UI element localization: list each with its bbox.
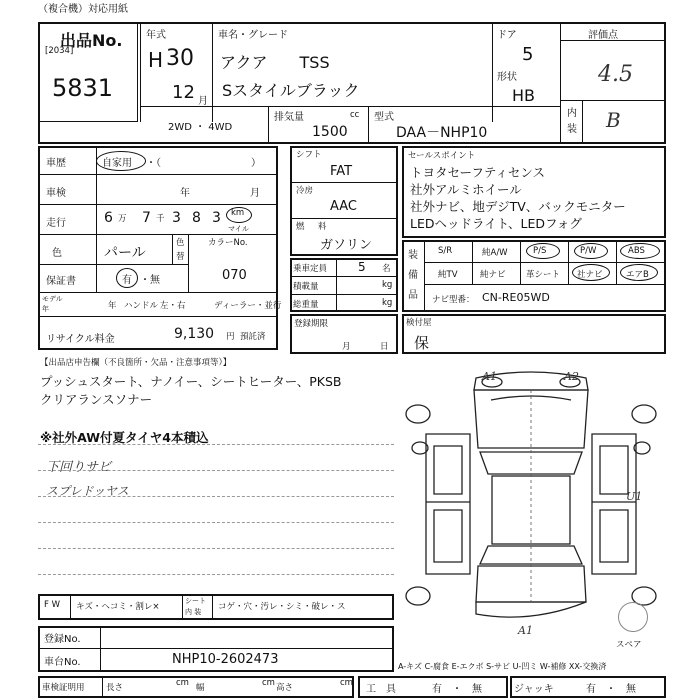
equip-genuine-aw: 純A/W [482,248,508,258]
mark-a2-front: A2 [564,370,579,383]
inspection-label: 車検 [46,188,66,199]
interior-label-2: 装 [567,124,577,135]
displacement-label: 排気量 [274,112,304,123]
equip-pw: P/W [580,246,597,256]
model-change-handle: ハンドル [124,301,159,311]
equip-sr: S/R [438,246,453,256]
fw-seat-top: シート [185,597,206,605]
form-title: （複合機）対応用紙 [38,4,128,15]
model-code-label: 型式 [374,112,394,123]
mileage-label: 走行 [46,218,66,229]
color-value: パール [104,245,146,261]
sales-point-3: 社外ナビ、地デジTV、バックモニター [410,199,626,214]
tools-sep: ・ [452,684,462,695]
spare-tire-icon [618,602,648,632]
door-value: 5 [522,44,534,65]
sales-point-2: 社外アルミホイール [410,182,522,197]
interior-value: B [606,108,621,132]
cert-label: 車検証明用 [42,683,85,693]
interior-label-1: 内 [567,108,577,119]
inspection-month-unit: 月 [250,188,260,199]
mark-a1-rear: A1 [518,624,533,637]
gross-label: 総重量 [293,300,319,310]
registration-period-month: 月 [342,342,351,352]
jack-no: 無 [626,684,636,695]
mark-u1: U1 [626,490,643,503]
spare-label: スペア [616,640,642,650]
chassis-label: 車台No. [44,657,81,668]
equip-genuine-tv: 純TV [438,270,458,280]
nav-model-label: ナビ型番： [432,295,475,305]
jack-label: ジャッキ [514,684,554,695]
model-year-year: 30 [166,46,194,71]
equipment-label-3: 品 [408,290,418,301]
lot-code: [2034] [45,46,74,56]
gross-unit: kg [382,298,393,308]
recycle-value: 9,130 [174,326,215,342]
model-code-value: DAA－NHP10 [396,125,488,141]
cert-height: 高さ [276,683,294,693]
model-change-lr: 左・右 [160,301,186,311]
sales-point-1: トヨタセーフティセンス [410,165,546,180]
name-grade-line1: アクア TSS [220,53,330,72]
equipment-label-1: 装 [408,250,418,261]
mileage-mile: マイル [228,225,249,233]
tools-no: 無 [472,684,482,695]
equip-airbag: エアB [626,270,649,280]
fw-seat-bottom: 内 装 [185,608,202,616]
model-change-top: モデル [42,295,63,303]
equipment-label-2: 備 [408,270,418,281]
load-unit: kg [382,280,393,290]
tools-label: 工 具 [366,684,396,695]
fw-label: F W [44,600,60,610]
tools-yes: 有 [432,684,442,695]
cert-length: 長さ [106,683,124,693]
jack-sep: ・ [606,684,616,695]
cert-width: 幅 [196,683,205,693]
capacity-unit: 名 [382,264,391,274]
warranty-label: 保証書 [46,276,76,287]
chassis-value: NHP10-2602473 [172,652,279,667]
displacement-unit: cc [350,110,360,120]
jack-yes: 有 [586,684,596,695]
registration-label: 登録No. [44,634,81,645]
mileage-sen: 7 [142,210,151,226]
model-year-era: H [148,48,164,72]
door-label: ドア [497,30,517,41]
aircon-label: 冷房 [296,186,314,196]
equip-leather-seat: 革シート [526,270,561,280]
shape-label: 形状 [497,72,517,83]
mileage-man: 6 [104,210,113,226]
mileage-digit-1: 3 [172,210,181,226]
vehicle-notes-value: 保 [414,334,430,352]
model-year-month: 12 [172,82,195,103]
shape-value: HB [512,86,536,105]
mileage-sen-unit: 千 [156,214,165,224]
history-label: 車歴 [46,158,66,169]
left-detail-table [38,146,278,350]
equip-abs: ABS [628,246,645,256]
cert-cm-1: cm [176,678,189,688]
defects-line-1: プッシュスタート、ナノイー、シートヒーター、PKSB [40,374,342,389]
history-paren: ・（ ） [146,158,261,169]
mileage-digit-3: 3 [212,210,221,226]
load-label: 積載量 [293,282,319,292]
lot-label: 出品No. [60,31,123,50]
model-change-dealer: ディーラー・並行 [214,301,282,311]
shift-label: シフト [296,150,322,160]
model-change-year: 年 [108,301,117,311]
capacity-label: 乗車定員 [293,264,328,274]
equip-ps: P/S [533,246,547,256]
defects-line-3: ※社外AW付夏タイヤ4本積込 [40,430,209,445]
registration-period-day: 日 [380,342,389,352]
recycle-label: リサイクル料金 [46,334,115,345]
color-change-top: 色 [176,238,185,248]
score-value: 4.5 [598,62,633,87]
capacity-value: 5 [358,260,366,274]
color-label: 色 [52,248,62,259]
equip-aftermarket-nav: 社ナビ [577,270,603,280]
nav-model-value: CN-RE05WD [482,291,550,304]
aircon-value: AAC [330,199,357,214]
legend-text: A-キズ C-腐食 E-エクボ S-サビ U-凹ミ W-補修 XX-交換済 [398,662,607,671]
sales-points-label: セールスポイント [408,151,476,161]
defects-line-2: クリアランスソナー [40,392,153,407]
color-change-bottom: 替 [176,252,185,262]
model-year-month-unit: 月 [198,96,208,107]
fw-text-2: コゲ・穴・汚レ・シミ・破レ・ス [218,602,346,612]
mark-a1-front: A1 [482,370,497,383]
cert-cm-2: cm [262,678,275,688]
name-grade-label: 車名・グレード [218,30,288,41]
color-code-label: カラーNo. [208,238,248,248]
lot-number: 5831 [52,74,114,102]
recycle-deposit: 預託済 [240,332,266,342]
equip-genuine-nav: 純ナビ [480,270,506,280]
fw-text-1: キズ・ヘコミ・割レ× [76,602,160,612]
sales-points-list [410,164,626,232]
score-label: 評価点 [588,30,618,41]
inspection-year-unit: 年 [180,188,190,199]
history-value: 自家用 [102,158,132,169]
fuel-label-bottom: 料 [318,222,327,232]
cert-cm-3: cm [340,678,353,688]
model-year-label: 年式 [146,30,166,41]
sales-point-4: LEDヘッドライト、LEDフォグ [410,216,582,231]
defects-hand-1: 下回りサビ [46,460,112,475]
vehicle-notes-label: 検付屋 [406,318,432,328]
drive-text: 2WD ・ 4WD [168,122,233,133]
name-grade-line2: Sスタイルブラック [222,81,360,100]
mileage-digit-2: 8 [192,210,201,226]
recycle-unit: 円 [226,332,235,342]
vehicle-notes-box [402,314,666,354]
warranty-no: ・無 [140,275,160,286]
mileage-man-unit: 万 [118,214,127,224]
fuel-label-top: 燃 [296,222,305,232]
fuel-value: ガソリン [320,238,373,253]
shift-value: FAT [330,164,353,179]
model-change-bottom: 年 [42,305,49,313]
defects-label: 【出品店申告欄（不良箇所・欠品・注意事項等）】 [40,358,232,368]
warranty-yes: 有 [122,275,132,286]
displacement-value: 1500 [312,124,348,140]
color-code-value: 070 [222,268,247,283]
registration-period-label: 登録期限 [294,319,329,329]
defects-hand-2: スプレドッヤス [46,484,129,498]
mileage-km: km [231,208,245,218]
